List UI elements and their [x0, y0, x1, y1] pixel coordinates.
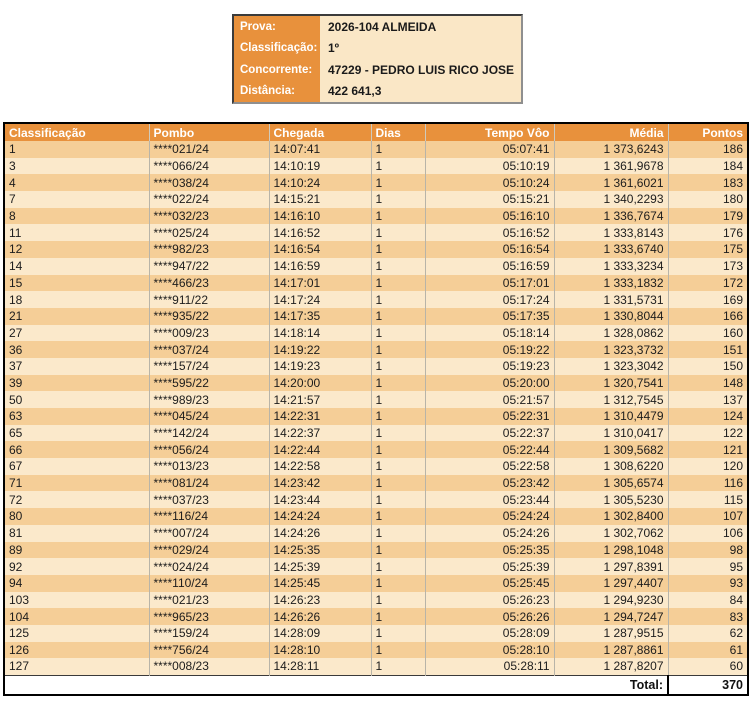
table-cell: 3 [4, 158, 149, 175]
table-cell: 05:10:19 [425, 158, 554, 175]
table-cell: ****056/24 [149, 441, 269, 458]
table-cell: 1 [371, 475, 425, 492]
table-cell: 1 333,1832 [554, 275, 668, 292]
table-row [4, 608, 748, 625]
table-cell: 1 [371, 291, 425, 308]
table-cell: ****965/23 [149, 608, 269, 625]
table-cell: 166 [668, 308, 748, 325]
table-cell: 1 [371, 275, 425, 292]
table-cell: 14:24:26 [269, 525, 371, 542]
table-cell: 169 [668, 291, 748, 308]
table-row [4, 208, 748, 225]
table-cell: 1 323,3732 [554, 341, 668, 358]
table-cell: 14:25:45 [269, 575, 371, 592]
table-row [4, 158, 748, 175]
table-cell: 14:17:35 [269, 308, 371, 325]
table-cell: 103 [4, 592, 149, 609]
table-cell: 05:28:11 [425, 658, 554, 675]
table-cell: 62 [668, 625, 748, 642]
table-cell: 65 [4, 425, 149, 442]
table-cell: 05:18:14 [425, 325, 554, 342]
table-cell: 124 [668, 408, 748, 425]
table-cell: 148 [668, 375, 748, 392]
table-cell: 84 [668, 592, 748, 609]
table-cell: 1 [371, 625, 425, 642]
table-cell: 1 336,7674 [554, 208, 668, 225]
table-cell: 1 328,0862 [554, 325, 668, 342]
table-row [4, 441, 748, 458]
table-cell: 1 298,1048 [554, 542, 668, 559]
table-cell: 1 361,9678 [554, 158, 668, 175]
table-cell: 94 [4, 575, 149, 592]
table-cell: ****157/24 [149, 358, 269, 375]
info-value: 422 641,3 [328, 84, 382, 99]
table-cell: 05:24:26 [425, 525, 554, 542]
total-label: Total: [4, 675, 668, 695]
column-header: Dias [371, 123, 425, 141]
table-cell: 116 [668, 475, 748, 492]
table-cell: 05:25:45 [425, 575, 554, 592]
table-cell: 1 [371, 441, 425, 458]
table-cell: 14:22:44 [269, 441, 371, 458]
table-cell: 92 [4, 558, 149, 575]
table-row [4, 425, 748, 442]
info-value: 47229 - PEDRO LUIS RICO JOSE [328, 62, 515, 77]
table-cell: 12 [4, 241, 149, 258]
table-cell: 05:22:58 [425, 458, 554, 475]
table-cell: 186 [668, 141, 748, 158]
table-cell: 1 [371, 358, 425, 375]
total-row [4, 675, 748, 695]
table-cell: 160 [668, 325, 748, 342]
table-cell: 1 [371, 208, 425, 225]
table-cell: ****013/23 [149, 458, 269, 475]
table-cell: 05:28:09 [425, 625, 554, 642]
table-cell: 14:25:35 [269, 542, 371, 559]
table-cell: 1 [371, 608, 425, 625]
table-cell: 11 [4, 224, 149, 241]
column-header: Pontos [668, 123, 748, 141]
table-cell: 1 294,9230 [554, 592, 668, 609]
table-cell: 14:17:01 [269, 275, 371, 292]
table-cell: 1 323,3042 [554, 358, 668, 375]
table-cell: 1 361,6021 [554, 174, 668, 191]
table-row [4, 625, 748, 642]
table-row [4, 174, 748, 191]
table-cell: 14:23:44 [269, 491, 371, 508]
table-cell: 1 297,4407 [554, 575, 668, 592]
table-cell: 05:23:42 [425, 475, 554, 492]
table-cell: 14:19:23 [269, 358, 371, 375]
table-cell: 1 330,8044 [554, 308, 668, 325]
table-row [4, 525, 748, 542]
table-cell: ****032/23 [149, 208, 269, 225]
table-cell: 14:21:57 [269, 391, 371, 408]
table-row [4, 475, 748, 492]
table-cell: 93 [668, 575, 748, 592]
table-cell: 172 [668, 275, 748, 292]
table-cell: 14:23:42 [269, 475, 371, 492]
table-cell: ****110/24 [149, 575, 269, 592]
table-cell: 7 [4, 191, 149, 208]
table-cell: 1 [371, 425, 425, 442]
table-cell: ****159/24 [149, 625, 269, 642]
table-cell: 05:16:52 [425, 224, 554, 241]
table-cell: 14:22:31 [269, 408, 371, 425]
table-cell: 14:18:14 [269, 325, 371, 342]
competitor-info-box [232, 14, 523, 104]
table-cell: 14:16:10 [269, 208, 371, 225]
table-row [4, 358, 748, 375]
table-cell: 95 [668, 558, 748, 575]
table-cell: ****989/23 [149, 391, 269, 408]
table-cell: 106 [668, 525, 748, 542]
info-label: Distância: [234, 81, 320, 103]
table-cell: 71 [4, 475, 149, 492]
table-cell: 83 [668, 608, 748, 625]
info-label: Concorrente: [234, 59, 320, 81]
table-cell: 05:26:26 [425, 608, 554, 625]
table-cell: 126 [4, 642, 149, 659]
table-cell: ****066/24 [149, 158, 269, 175]
table-cell: 61 [668, 642, 748, 659]
table-cell: 1 308,6220 [554, 458, 668, 475]
table-row [4, 291, 748, 308]
table-cell: 125 [4, 625, 149, 642]
table-cell: 05:17:01 [425, 275, 554, 292]
table-cell: 14:19:22 [269, 341, 371, 358]
table-cell: 14:28:10 [269, 642, 371, 659]
table-cell: 150 [668, 358, 748, 375]
table-cell: ****142/24 [149, 425, 269, 442]
table-cell: 151 [668, 341, 748, 358]
table-cell: 05:15:21 [425, 191, 554, 208]
table-cell: 1 [371, 558, 425, 575]
table-cell: 14 [4, 258, 149, 275]
table-cell: 1 [371, 391, 425, 408]
table-cell: 80 [4, 508, 149, 525]
table-cell: 14:22:37 [269, 425, 371, 442]
table-row [4, 558, 748, 575]
table-cell: ****466/23 [149, 275, 269, 292]
table-cell: 14:17:24 [269, 291, 371, 308]
column-header: Média [554, 123, 668, 141]
table-cell: 05:25:39 [425, 558, 554, 575]
table-cell: 50 [4, 391, 149, 408]
table-cell: 1 302,7062 [554, 525, 668, 542]
table-cell: 05:28:10 [425, 642, 554, 659]
table-cell: 1 [371, 224, 425, 241]
table-row [4, 258, 748, 275]
table-cell: 14:20:00 [269, 375, 371, 392]
table-cell: 1 [371, 658, 425, 675]
table-cell: 1 333,6740 [554, 241, 668, 258]
total-value: 370 [668, 675, 748, 695]
results-table-container [3, 122, 747, 696]
table-cell: 63 [4, 408, 149, 425]
table-row [4, 391, 748, 408]
table-cell: 1 [371, 491, 425, 508]
table-cell: ****037/23 [149, 491, 269, 508]
info-label: Prova: [234, 16, 320, 38]
table-cell: ****009/23 [149, 325, 269, 342]
table-cell: 183 [668, 174, 748, 191]
table-cell: 1 287,8207 [554, 658, 668, 675]
table-row [4, 191, 748, 208]
table-cell: 1 [371, 341, 425, 358]
info-value: 2026-104 ALMEIDA [328, 19, 437, 34]
table-cell: ****024/24 [149, 558, 269, 575]
table-cell: ****029/24 [149, 542, 269, 559]
table-cell: 98 [668, 542, 748, 559]
table-cell: 4 [4, 174, 149, 191]
column-header: Classificação [4, 123, 149, 141]
table-cell: 05:22:44 [425, 441, 554, 458]
table-row [4, 592, 748, 609]
table-cell: 14:24:24 [269, 508, 371, 525]
table-row [4, 308, 748, 325]
table-cell: 1 310,0417 [554, 425, 668, 442]
table-cell: ****037/24 [149, 341, 269, 358]
table-cell: 1 [371, 458, 425, 475]
table-cell: 14:10:24 [269, 174, 371, 191]
info-label: Classificação: [234, 38, 320, 60]
table-cell: ****021/24 [149, 141, 269, 158]
table-row [4, 224, 748, 241]
table-cell: 05:16:59 [425, 258, 554, 275]
table-cell: 107 [668, 508, 748, 525]
table-cell: ****045/24 [149, 408, 269, 425]
table-cell: ****911/22 [149, 291, 269, 308]
column-header: Pombo [149, 123, 269, 141]
table-cell: 14:10:19 [269, 158, 371, 175]
table-cell: 05:16:54 [425, 241, 554, 258]
table-cell: ****008/23 [149, 658, 269, 675]
table-cell: 1 333,8143 [554, 224, 668, 241]
table-cell: 115 [668, 491, 748, 508]
table-cell: 1 294,7247 [554, 608, 668, 625]
table-cell: ****116/24 [149, 508, 269, 525]
table-cell: 14:26:23 [269, 592, 371, 609]
table-cell: 89 [4, 542, 149, 559]
table-cell: 1 [371, 375, 425, 392]
table-row [4, 408, 748, 425]
table-cell: 1 309,5682 [554, 441, 668, 458]
info-value: 1º [328, 41, 340, 56]
table-cell: ****038/24 [149, 174, 269, 191]
table-cell: 1 310,4479 [554, 408, 668, 425]
table-cell: 05:16:10 [425, 208, 554, 225]
table-cell: 1 [371, 592, 425, 609]
table-row [4, 491, 748, 508]
table-cell: 1 287,8861 [554, 642, 668, 659]
table-cell: 14:16:59 [269, 258, 371, 275]
table-cell: 1 [371, 542, 425, 559]
table-cell: 1 320,7541 [554, 375, 668, 392]
table-cell: 1 305,6574 [554, 475, 668, 492]
table-cell: 1 [371, 642, 425, 659]
table-cell: 05:22:31 [425, 408, 554, 425]
table-cell: 1 302,8400 [554, 508, 668, 525]
table-cell: ****947/22 [149, 258, 269, 275]
table-cell: 14:22:58 [269, 458, 371, 475]
table-cell: 18 [4, 291, 149, 308]
table-cell: 176 [668, 224, 748, 241]
table-cell: 1 [371, 191, 425, 208]
table-row [4, 575, 748, 592]
results-table [3, 122, 749, 696]
table-cell: ****021/23 [149, 592, 269, 609]
table-cell: 27 [4, 325, 149, 342]
table-cell: 05:19:23 [425, 358, 554, 375]
table-cell: 184 [668, 158, 748, 175]
table-cell: ****081/24 [149, 475, 269, 492]
table-row [4, 241, 748, 258]
table-cell: 05:21:57 [425, 391, 554, 408]
table-cell: ****982/23 [149, 241, 269, 258]
table-cell: 05:17:24 [425, 291, 554, 308]
table-cell: ****007/24 [149, 525, 269, 542]
table-cell: 05:25:35 [425, 542, 554, 559]
table-cell: 173 [668, 258, 748, 275]
table-cell: 14:26:26 [269, 608, 371, 625]
table-cell: 05:22:37 [425, 425, 554, 442]
table-cell: 05:23:44 [425, 491, 554, 508]
table-cell: 1 297,8391 [554, 558, 668, 575]
table-cell: 137 [668, 391, 748, 408]
table-cell: 37 [4, 358, 149, 375]
table-header-row [4, 123, 748, 141]
table-cell: 15 [4, 275, 149, 292]
table-cell: 14:16:52 [269, 224, 371, 241]
table-cell: 14:28:09 [269, 625, 371, 642]
table-cell: 1 [4, 141, 149, 158]
table-cell: ****022/24 [149, 191, 269, 208]
table-cell: 05:19:22 [425, 341, 554, 358]
table-row [4, 275, 748, 292]
table-cell: 8 [4, 208, 149, 225]
table-cell: 1 [371, 308, 425, 325]
table-cell: 05:24:24 [425, 508, 554, 525]
table-cell: 120 [668, 458, 748, 475]
table-cell: 1 331,5731 [554, 291, 668, 308]
table-row [4, 141, 748, 158]
table-cell: 104 [4, 608, 149, 625]
table-row [4, 508, 748, 525]
table-cell: 05:10:24 [425, 174, 554, 191]
table-cell: 180 [668, 191, 748, 208]
table-cell: 36 [4, 341, 149, 358]
table-cell: ****756/24 [149, 642, 269, 659]
table-cell: 39 [4, 375, 149, 392]
table-row [4, 658, 748, 675]
table-cell: 1 [371, 158, 425, 175]
table-cell: 14:28:11 [269, 658, 371, 675]
table-cell: 175 [668, 241, 748, 258]
table-cell: 1 [371, 141, 425, 158]
table-cell: ****025/24 [149, 224, 269, 241]
table-cell: 1 [371, 525, 425, 542]
table-cell: 1 [371, 575, 425, 592]
table-cell: 21 [4, 308, 149, 325]
table-cell: 1 [371, 508, 425, 525]
table-cell: 05:07:41 [425, 141, 554, 158]
table-cell: 66 [4, 441, 149, 458]
table-cell: 1 340,2293 [554, 191, 668, 208]
table-cell: ****935/22 [149, 308, 269, 325]
table-cell: 05:17:35 [425, 308, 554, 325]
table-cell: 122 [668, 425, 748, 442]
table-cell: 1 333,3234 [554, 258, 668, 275]
table-cell: 67 [4, 458, 149, 475]
table-cell: 1 [371, 241, 425, 258]
table-cell: 14:15:21 [269, 191, 371, 208]
table-cell: 72 [4, 491, 149, 508]
table-cell: 1 [371, 258, 425, 275]
table-cell: 81 [4, 525, 149, 542]
table-cell: 60 [668, 658, 748, 675]
table-cell: 179 [668, 208, 748, 225]
table-row [4, 341, 748, 358]
table-cell: 1 [371, 174, 425, 191]
table-row [4, 542, 748, 559]
table-row [4, 375, 748, 392]
table-cell: 14:16:54 [269, 241, 371, 258]
table-cell: 1 312,7545 [554, 391, 668, 408]
table-cell: 05:20:00 [425, 375, 554, 392]
table-row [4, 325, 748, 342]
table-cell: 1 305,5230 [554, 491, 668, 508]
table-cell: 1 [371, 408, 425, 425]
table-row [4, 642, 748, 659]
table-cell: 1 373,6243 [554, 141, 668, 158]
table-cell: 1 [371, 325, 425, 342]
table-cell: 127 [4, 658, 149, 675]
table-cell: 14:07:41 [269, 141, 371, 158]
table-cell: 05:26:23 [425, 592, 554, 609]
column-header: Chegada [269, 123, 371, 141]
table-cell: ****595/22 [149, 375, 269, 392]
table-cell: 1 287,9515 [554, 625, 668, 642]
table-row [4, 458, 748, 475]
column-header: Tempo Vôo [425, 123, 554, 141]
table-cell: 14:25:39 [269, 558, 371, 575]
table-cell: 121 [668, 441, 748, 458]
